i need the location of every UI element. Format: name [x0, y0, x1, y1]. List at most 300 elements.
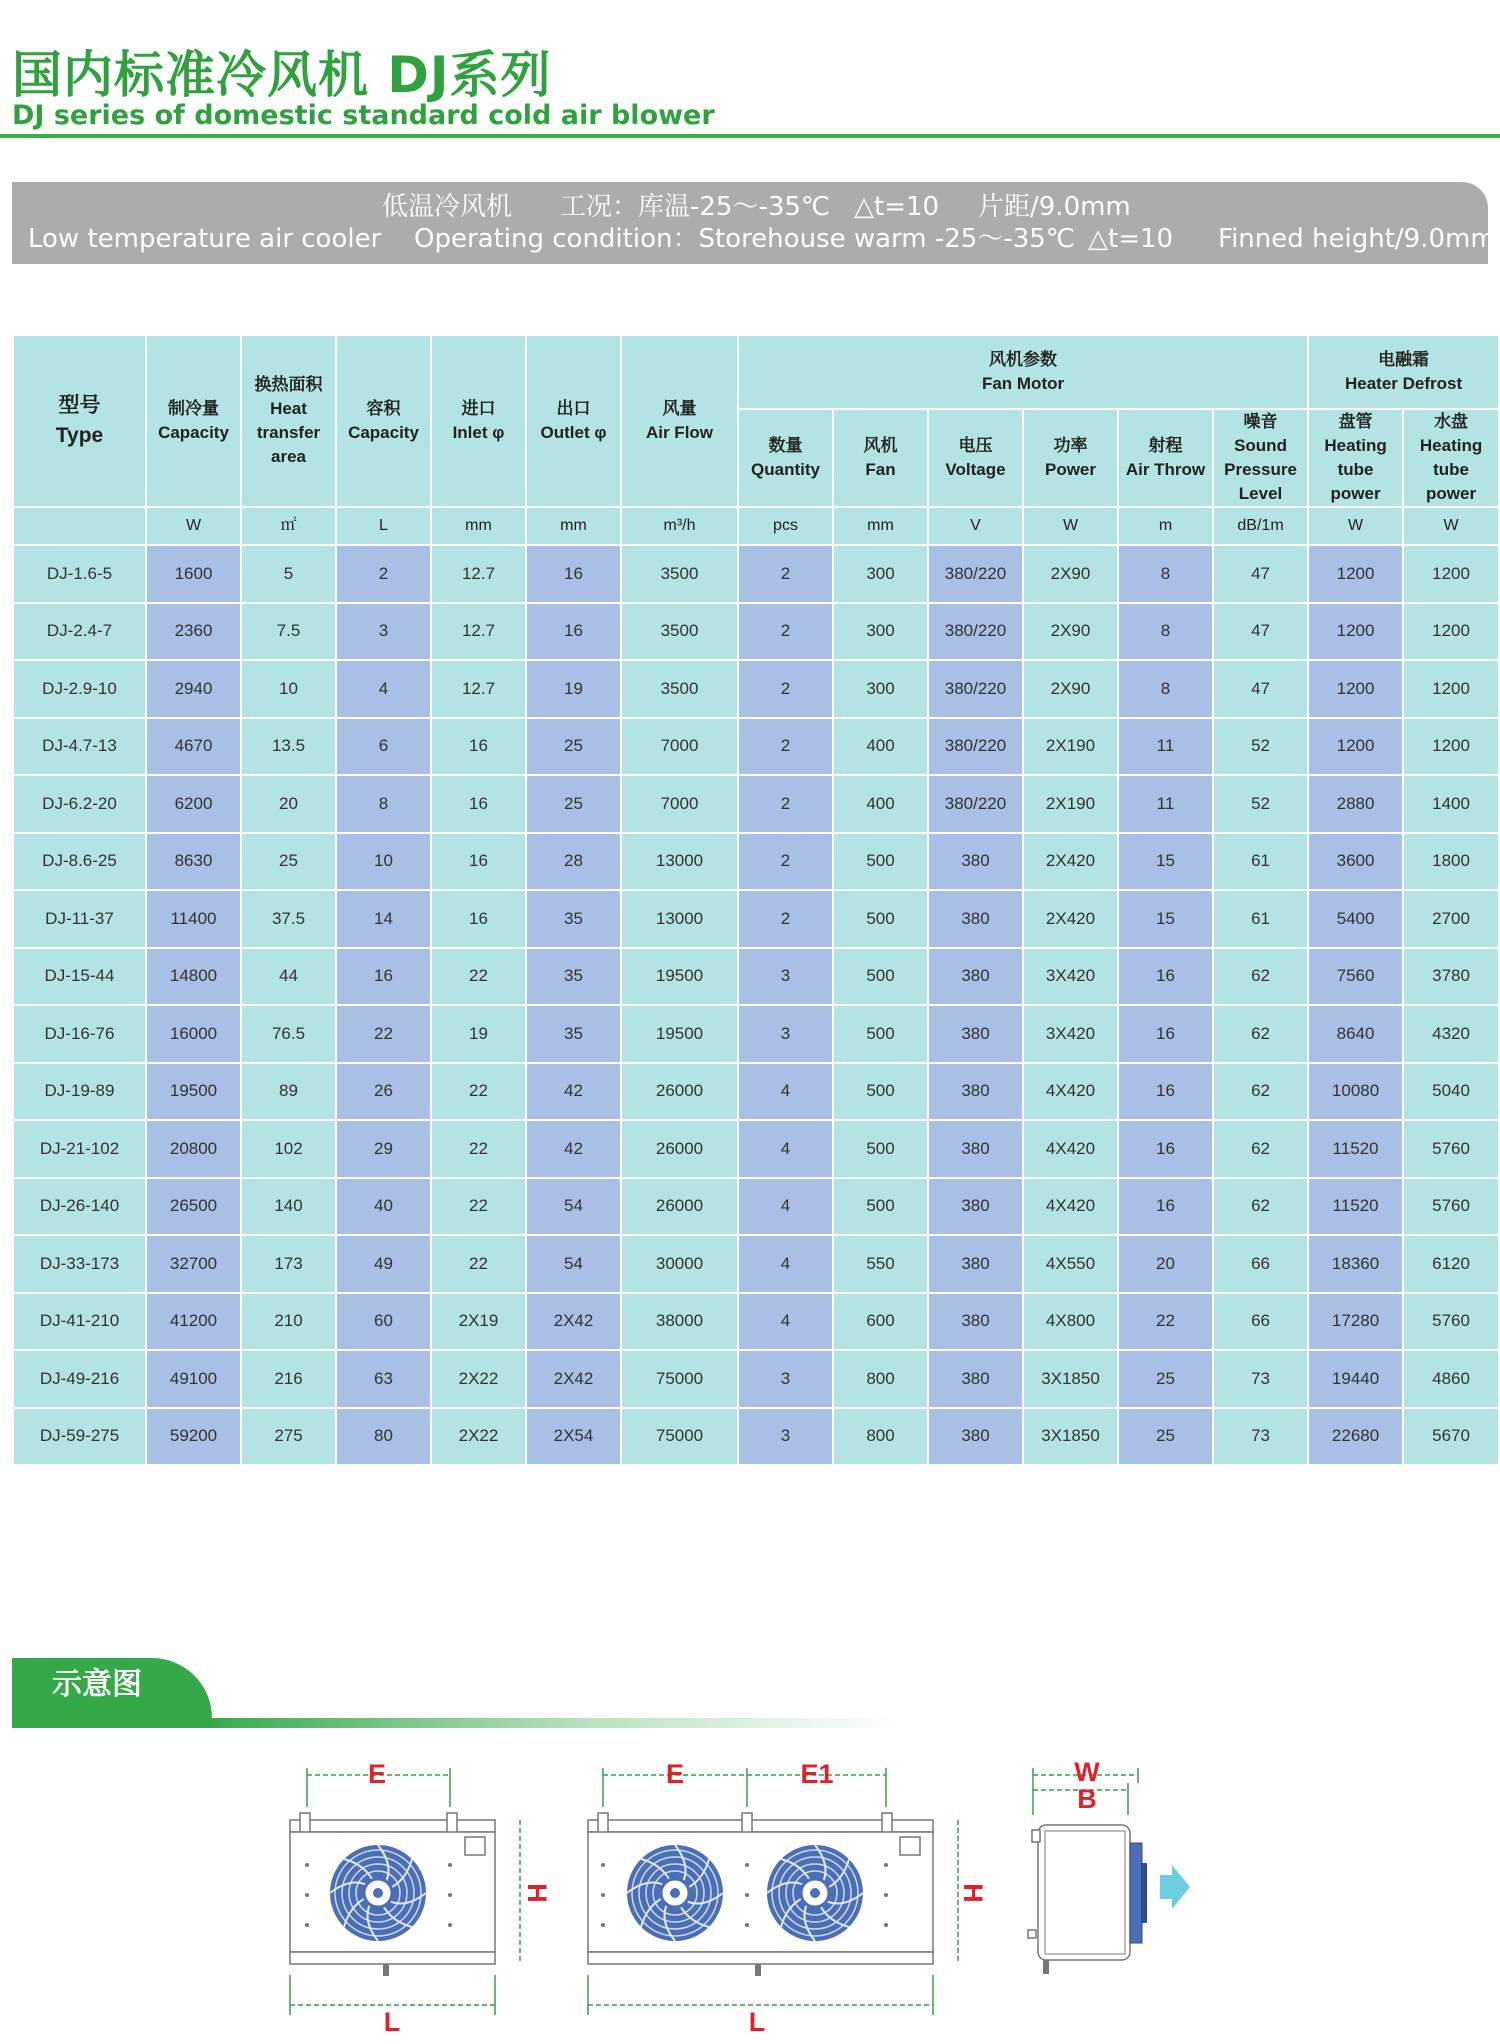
header-fanmotor-cn: 风机参数 — [989, 350, 1058, 369]
table-cell: 7000 — [621, 775, 738, 833]
table-cell: 216 — [241, 1350, 336, 1408]
table-cell: 3X1850 — [1023, 1408, 1118, 1466]
table-cell: 380/220 — [928, 603, 1023, 661]
header-power-cn: 功率 — [1053, 436, 1088, 455]
table-cell: 4X420 — [1023, 1178, 1118, 1236]
table-cell: 102 — [241, 1120, 336, 1178]
table-cell: 1200 — [1403, 718, 1499, 776]
diagram-side-view — [1028, 1757, 1190, 1974]
table-cell: 89 — [241, 1063, 336, 1121]
label-h-2: H — [958, 1883, 988, 1903]
header-fan-motor — [738, 335, 1308, 409]
header-coil-en-2: tube — [1337, 460, 1374, 479]
table-cell: 5760 — [1403, 1120, 1499, 1178]
table-cell: 1800 — [1403, 833, 1499, 891]
unit-cell: mm — [833, 507, 928, 545]
table-cell: 3X420 — [1023, 948, 1118, 1006]
table-cell: 25 — [241, 833, 336, 891]
model-cell: DJ-4.7-13 — [13, 718, 146, 776]
table-cell: 2 — [738, 833, 833, 891]
table-cell: 8630 — [146, 833, 241, 891]
table-row — [13, 603, 1499, 661]
label-l-1: L — [383, 2007, 401, 2037]
table-row — [13, 660, 1499, 718]
banner-fin-cn: 片距/9.0mm — [978, 192, 1131, 222]
table-cell: 22 — [336, 1005, 431, 1063]
header-outlet-cn: 出口 — [556, 399, 591, 418]
table-cell: 16 — [526, 603, 621, 661]
table-cell: 22 — [431, 1120, 526, 1178]
table-cell: 20 — [1118, 1235, 1213, 1293]
table-cell: 29 — [336, 1120, 431, 1178]
schematic-divider — [200, 1718, 900, 1728]
table-cell: 800 — [833, 1408, 928, 1466]
table-cell: 47 — [1213, 660, 1308, 718]
table-cell: 10 — [241, 660, 336, 718]
table-cell: 62 — [1213, 1120, 1308, 1178]
header-fan-en: Fan — [865, 460, 896, 479]
table-cell: 41200 — [146, 1293, 241, 1351]
diagram-single-fan — [290, 1759, 552, 2037]
table-cell: 6120 — [1403, 1235, 1499, 1293]
table-cell: 26 — [336, 1063, 431, 1121]
table-cell: 20 — [241, 775, 336, 833]
table-cell: 210 — [241, 1293, 336, 1351]
table-cell: 380/220 — [928, 718, 1023, 776]
table-cell: 16 — [336, 948, 431, 1006]
banner-dt-en: △t=10 — [1088, 224, 1174, 254]
header-volume — [336, 335, 431, 507]
banner-type-cn: 低温冷风机 — [382, 192, 513, 222]
table-cell: 2 — [738, 603, 833, 661]
table-row — [13, 1063, 1499, 1121]
table-cell: 2X19 — [431, 1293, 526, 1351]
header-sound-en-1: Sound — [1234, 436, 1287, 455]
table-row — [13, 1120, 1499, 1178]
table-cell: 22 — [1118, 1293, 1213, 1351]
header-voltage-cn: 电压 — [958, 436, 993, 455]
table-row — [13, 718, 1499, 776]
label-w: W — [1074, 1757, 1100, 1787]
table-cell: 4 — [336, 660, 431, 718]
table-cell: 500 — [833, 948, 928, 1006]
table-cell: 1200 — [1308, 603, 1403, 661]
fan-icon-2 — [627, 1845, 723, 1941]
table-row — [13, 1235, 1499, 1293]
table-cell: 380 — [928, 1293, 1023, 1351]
table-cell: 2X42 — [526, 1350, 621, 1408]
table-cell: 3 — [738, 1005, 833, 1063]
table-cell: 52 — [1213, 718, 1308, 776]
table-cell: 4X420 — [1023, 1063, 1118, 1121]
table-cell: 37.5 — [241, 890, 336, 948]
header-heater-en: Heater Defrost — [1344, 374, 1463, 393]
header-tray-heating-power — [1403, 409, 1499, 507]
table-cell: 16 — [1118, 948, 1213, 1006]
table-cell: 12.7 — [431, 660, 526, 718]
table-row — [13, 833, 1499, 891]
header-type-cn: 型号 — [58, 394, 101, 417]
header-coil-en-3: power — [1330, 484, 1381, 503]
table-cell: 22 — [431, 948, 526, 1006]
table-cell: 2X22 — [431, 1350, 526, 1408]
header-capacity-cn: 制冷量 — [168, 399, 219, 418]
table-cell: 11400 — [146, 890, 241, 948]
table-cell: 380/220 — [928, 545, 1023, 603]
spec-table — [12, 334, 1500, 1466]
table-cell: 5040 — [1403, 1063, 1499, 1121]
header-voltage — [928, 409, 1023, 507]
unit-cell: ㎡ — [241, 507, 336, 545]
header-sound-en-2: Pressure — [1224, 460, 1297, 479]
table-cell: 49100 — [146, 1350, 241, 1408]
model-cell: DJ-16-76 — [13, 1005, 146, 1063]
model-cell: DJ-19-89 — [13, 1063, 146, 1121]
unit-cell: W — [146, 507, 241, 545]
header-type — [13, 335, 146, 507]
diagram-double-fan — [588, 1759, 988, 2037]
table-cell: 3 — [738, 1408, 833, 1466]
table-cell: 380/220 — [928, 775, 1023, 833]
table-cell: 17280 — [1308, 1293, 1403, 1351]
table-cell: 26500 — [146, 1178, 241, 1236]
table-cell: 1200 — [1308, 660, 1403, 718]
header-volume-en: Capacity — [348, 423, 419, 442]
table-cell: 500 — [833, 833, 928, 891]
table-cell: 63 — [336, 1350, 431, 1408]
model-cell: DJ-8.6-25 — [13, 833, 146, 891]
table-cell: 4860 — [1403, 1350, 1499, 1408]
unit-cell: W — [1308, 507, 1403, 545]
header-fan — [833, 409, 928, 507]
table-cell: 3X1850 — [1023, 1350, 1118, 1408]
header-power — [1023, 409, 1118, 507]
table-cell: 4 — [738, 1120, 833, 1178]
table-row — [13, 1178, 1499, 1236]
table-cell: 8 — [1118, 660, 1213, 718]
table-cell: 22680 — [1308, 1408, 1403, 1466]
table-cell: 2X90 — [1023, 545, 1118, 603]
table-cell: 800 — [833, 1350, 928, 1408]
table-cell: 500 — [833, 1120, 928, 1178]
table-cell: 42 — [526, 1120, 621, 1178]
header-inlet-cn: 进口 — [461, 399, 496, 418]
table-cell: 11520 — [1308, 1178, 1403, 1236]
table-cell: 5670 — [1403, 1408, 1499, 1466]
table-cell: 4X420 — [1023, 1120, 1118, 1178]
table-cell: 4320 — [1403, 1005, 1499, 1063]
table-cell: 2X42 — [526, 1293, 621, 1351]
table-row — [13, 545, 1499, 603]
fan-icon-1 — [330, 1845, 426, 1941]
table-cell: 62 — [1213, 1005, 1308, 1063]
table-row — [13, 890, 1499, 948]
table-row — [13, 775, 1499, 833]
table-cell: 3500 — [621, 603, 738, 661]
table-row — [13, 1408, 1499, 1466]
table-cell: 11 — [1118, 775, 1213, 833]
condition-banner — [12, 182, 1496, 264]
header-fan-cn: 风机 — [863, 436, 898, 455]
table-cell: 66 — [1213, 1293, 1308, 1351]
table-cell: 3X420 — [1023, 1005, 1118, 1063]
table-cell: 10080 — [1308, 1063, 1403, 1121]
table-cell: 2 — [738, 775, 833, 833]
table-cell: 16 — [1118, 1120, 1213, 1178]
header-fanmotor-en: Fan Motor — [981, 374, 1065, 393]
table-cell: 60 — [336, 1293, 431, 1351]
airflow-arrow-icon — [1160, 1865, 1190, 1909]
table-cell: 18360 — [1308, 1235, 1403, 1293]
table-cell: 35 — [526, 890, 621, 948]
label-l-2: L — [748, 2007, 766, 2037]
header-coil-heating-power — [1308, 409, 1403, 507]
table-cell: 16 — [431, 890, 526, 948]
table-cell: 14800 — [146, 948, 241, 1006]
table-cell: 8640 — [1308, 1005, 1403, 1063]
table-cell: 4 — [738, 1063, 833, 1121]
header-heater-defrost — [1308, 335, 1499, 409]
table-cell: 275 — [241, 1408, 336, 1466]
table-cell: 25 — [1118, 1408, 1213, 1466]
table-cell: 380 — [928, 890, 1023, 948]
table-cell: 500 — [833, 890, 928, 948]
table-cell: 11520 — [1308, 1120, 1403, 1178]
table-cell: 3 — [738, 948, 833, 1006]
table-cell: 30000 — [621, 1235, 738, 1293]
model-cell: DJ-33-173 — [13, 1235, 146, 1293]
table-cell: 4 — [738, 1293, 833, 1351]
header-type-en: Type — [55, 424, 104, 447]
table-cell: 5400 — [1308, 890, 1403, 948]
banner-condition-cn: 工况：库温-25～-35℃ — [560, 192, 831, 222]
header-coil-en-1: Heating — [1324, 436, 1387, 455]
header-tray-en-1: Heating — [1419, 436, 1483, 455]
table-cell: 380 — [928, 1350, 1023, 1408]
header-outlet — [526, 335, 621, 507]
table-cell: 2X190 — [1023, 718, 1118, 776]
header-sound-level — [1213, 409, 1308, 507]
title-divider — [0, 134, 1500, 138]
table-cell: 15 — [1118, 833, 1213, 891]
table-cell: 35 — [526, 948, 621, 1006]
table-cell: 25 — [526, 718, 621, 776]
table-cell: 300 — [833, 603, 928, 661]
table-cell: 66 — [1213, 1235, 1308, 1293]
table-cell: 600 — [833, 1293, 928, 1351]
table-cell: 13000 — [621, 890, 738, 948]
table-cell: 3500 — [621, 660, 738, 718]
table-cell: 3600 — [1308, 833, 1403, 891]
table-cell: 16 — [431, 775, 526, 833]
table-cell: 2X420 — [1023, 833, 1118, 891]
table-cell: 61 — [1213, 833, 1308, 891]
table-cell: 8 — [1118, 603, 1213, 661]
table-cell: 26000 — [621, 1063, 738, 1121]
table-cell: 16 — [1118, 1178, 1213, 1236]
unit-cell: m — [1118, 507, 1213, 545]
table-cell: 54 — [526, 1178, 621, 1236]
page-title: 国内标准冷风机 DJ系列 — [12, 46, 552, 104]
table-cell: 25 — [1118, 1350, 1213, 1408]
header-heater-cn: 电融霜 — [1378, 350, 1430, 369]
table-cell: 47 — [1213, 603, 1308, 661]
table-cell: 8 — [336, 775, 431, 833]
header-volume-cn: 容积 — [366, 399, 401, 418]
table-cell: 380 — [928, 1178, 1023, 1236]
table-cell: 35 — [526, 1005, 621, 1063]
unit-cell: W — [1403, 507, 1499, 545]
banner-fin-en: Finned height/9.0mm — [1218, 224, 1496, 254]
model-cell: DJ-59-275 — [13, 1408, 146, 1466]
table-cell: 16 — [1118, 1063, 1213, 1121]
table-cell: 22 — [431, 1063, 526, 1121]
unit-cell: mm — [526, 507, 621, 545]
table-row — [13, 948, 1499, 1006]
table-cell: 47 — [1213, 545, 1308, 603]
unit-cell: mm — [431, 507, 526, 545]
header-area-en-1: Heat — [270, 399, 307, 418]
table-cell: 400 — [833, 718, 928, 776]
table-cell: 73 — [1213, 1350, 1308, 1408]
table-cell: 2 — [336, 545, 431, 603]
table-cell: 20800 — [146, 1120, 241, 1178]
table-cell: 1200 — [1308, 545, 1403, 603]
table-cell: 1200 — [1403, 660, 1499, 718]
table-cell: 49 — [336, 1235, 431, 1293]
table-cell: 7560 — [1308, 948, 1403, 1006]
table-cell: 16000 — [146, 1005, 241, 1063]
header-inlet-en: Inlet φ — [452, 423, 505, 442]
table-cell: 73 — [1213, 1408, 1308, 1466]
label-e-2: E — [665, 1759, 685, 1789]
header-outlet-en: Outlet φ — [540, 423, 607, 442]
table-cell: 75000 — [621, 1350, 738, 1408]
table-cell: 173 — [241, 1235, 336, 1293]
table-cell: 26000 — [621, 1178, 738, 1236]
header-heat-transfer-area — [241, 335, 336, 507]
table-cell: 500 — [833, 1178, 928, 1236]
header-sound-en-3: Level — [1238, 484, 1283, 503]
table-cell: 6200 — [146, 775, 241, 833]
table-cell: 32700 — [146, 1235, 241, 1293]
table-cell: 300 — [833, 545, 928, 603]
banner-type-en: Low temperature air cooler — [28, 224, 382, 254]
table-cell: 2700 — [1403, 890, 1499, 948]
table-cell: 13000 — [621, 833, 738, 891]
unit-row — [13, 507, 1499, 545]
table-cell: 2 — [738, 545, 833, 603]
header-coil-cn: 盘管 — [1338, 412, 1373, 431]
header-airflow-cn: 风量 — [662, 399, 697, 418]
table-cell: 3780 — [1403, 948, 1499, 1006]
header-tray-en-2: tube — [1433, 460, 1469, 479]
table-cell: 2X54 — [526, 1408, 621, 1466]
table-cell: 28 — [526, 833, 621, 891]
header-area-en-3: area — [271, 447, 306, 466]
table-cell: 16 — [526, 545, 621, 603]
label-e1: E1 — [800, 1759, 834, 1789]
header-area-cn: 换热面积 — [254, 375, 323, 394]
table-cell: 380 — [928, 1120, 1023, 1178]
table-cell: 62 — [1213, 1063, 1308, 1121]
table-cell: 500 — [833, 1063, 928, 1121]
table-row — [13, 1293, 1499, 1351]
model-cell: DJ-49-216 — [13, 1350, 146, 1408]
header-air-flow — [621, 335, 738, 507]
page-subtitle: DJ series of domestic standard cold air blower — [12, 100, 715, 131]
table-cell: 3 — [336, 603, 431, 661]
fan-icon-3 — [767, 1845, 863, 1941]
table-cell: 26000 — [621, 1120, 738, 1178]
header-area-en-2: transfer — [256, 423, 321, 442]
table-cell: 4X800 — [1023, 1293, 1118, 1351]
table-cell: 4670 — [146, 718, 241, 776]
header-power-en: Power — [1044, 460, 1097, 479]
table-cell: 62 — [1213, 948, 1308, 1006]
table-cell: 380 — [928, 948, 1023, 1006]
header-sound-cn: 噪音 — [1243, 412, 1278, 431]
table-cell: 2360 — [146, 603, 241, 661]
table-cell: 22 — [431, 1178, 526, 1236]
header-tray-cn: 水盘 — [1434, 412, 1469, 431]
schematic-title: 示意图 — [52, 1667, 142, 1702]
table-cell: 380 — [928, 1063, 1023, 1121]
table-cell: 59200 — [146, 1408, 241, 1466]
table-cell: 7000 — [621, 718, 738, 776]
table-cell: 2 — [738, 660, 833, 718]
table-cell: 400 — [833, 775, 928, 833]
table-cell: 12.7 — [431, 545, 526, 603]
table-cell: 5760 — [1403, 1293, 1499, 1351]
header-throw-en: Air Throw — [1125, 460, 1206, 479]
model-cell: DJ-11-37 — [13, 890, 146, 948]
header-voltage-en: Voltage — [945, 460, 1006, 479]
table-cell: 380 — [928, 1005, 1023, 1063]
table-cell: 2940 — [146, 660, 241, 718]
table-cell: 40 — [336, 1178, 431, 1236]
header-capacity — [146, 335, 241, 507]
table-cell: 380/220 — [928, 660, 1023, 718]
table-cell: 500 — [833, 1005, 928, 1063]
table-cell: 2X420 — [1023, 890, 1118, 948]
model-cell: DJ-21-102 — [13, 1120, 146, 1178]
table-cell: 16 — [431, 718, 526, 776]
table-cell: 4X550 — [1023, 1235, 1118, 1293]
table-cell: 140 — [241, 1178, 336, 1236]
model-cell: DJ-1.6-5 — [13, 545, 146, 603]
header-inlet — [431, 335, 526, 507]
model-cell: DJ-15-44 — [13, 948, 146, 1006]
table-cell: 16 — [1118, 1005, 1213, 1063]
unit-cell: m³/h — [621, 507, 738, 545]
header-capacity-en: Capacity — [158, 423, 229, 442]
table-cell: 380 — [928, 1408, 1023, 1466]
table-cell: 3500 — [621, 545, 738, 603]
table-cell: 19500 — [621, 948, 738, 1006]
table-cell: 76.5 — [241, 1005, 336, 1063]
table-cell: 2 — [738, 890, 833, 948]
table-cell: 2X90 — [1023, 603, 1118, 661]
header-qty-cn: 数量 — [768, 436, 803, 455]
table-cell: 4 — [738, 1235, 833, 1293]
model-cell: DJ-6.2-20 — [13, 775, 146, 833]
table-cell: 19500 — [621, 1005, 738, 1063]
table-cell: 12.7 — [431, 603, 526, 661]
table-cell: 16 — [431, 833, 526, 891]
table-cell: 4 — [738, 1178, 833, 1236]
table-cell: 13.5 — [241, 718, 336, 776]
